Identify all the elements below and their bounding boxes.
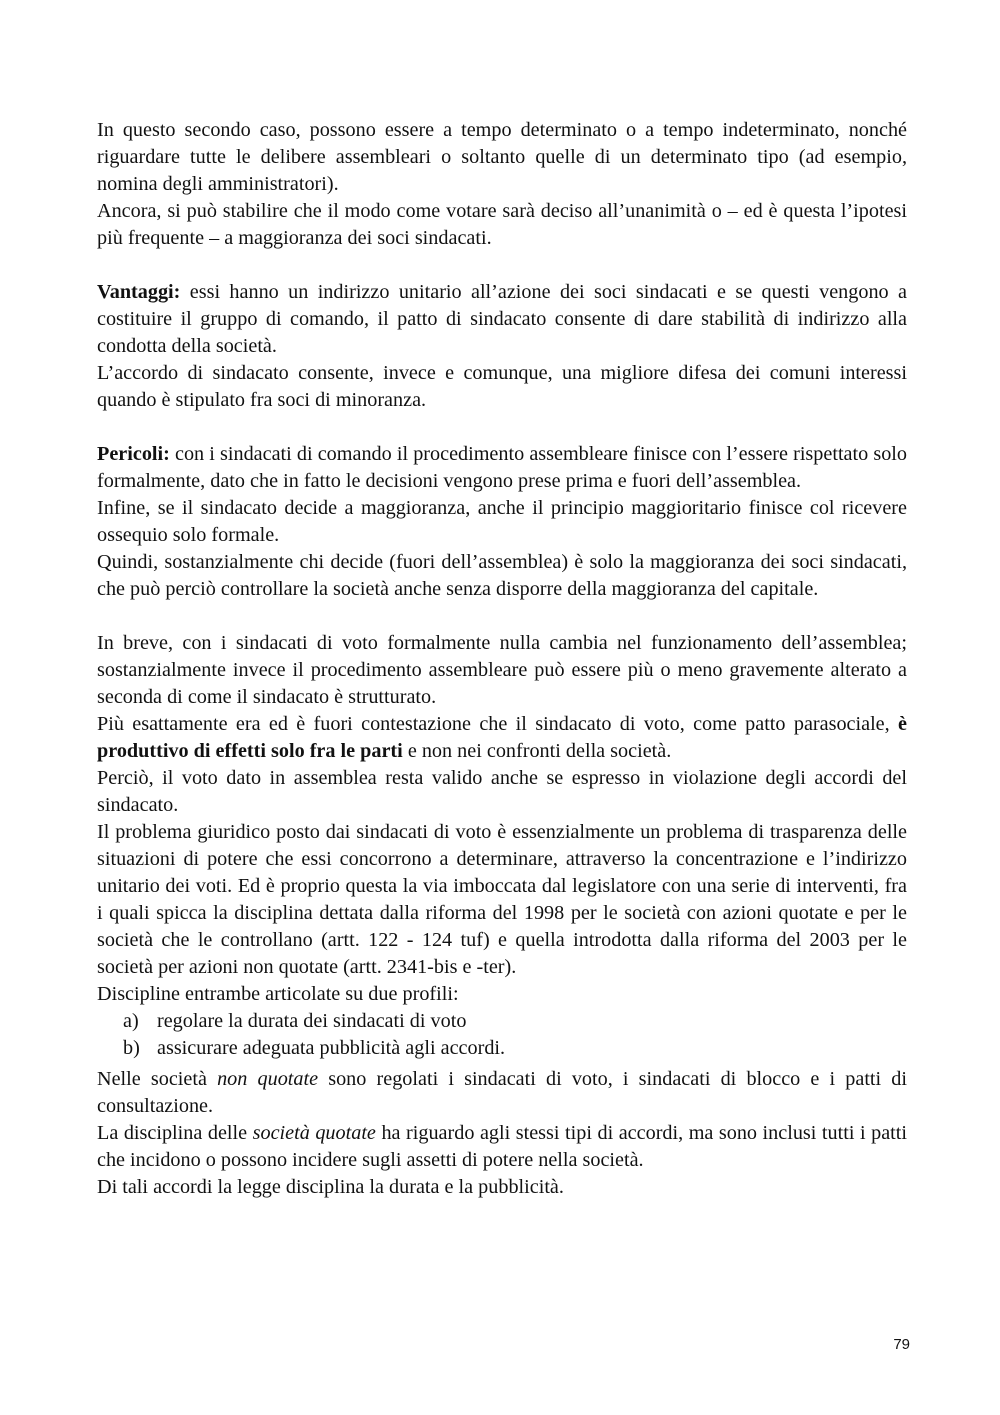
societa-quotate-emphasis: società quotate bbox=[252, 1122, 376, 1144]
paragraph-spacer bbox=[97, 252, 907, 279]
paragraph-in-breve: In breve, con i sindacati di voto formalmente nulla cambia nel funzionamento dell’assemblea; sostanzialmente invece il procedimento assembleare può essere più o meno gravemente alterato a seconda di come il sindacato è strutturato. bbox=[97, 632, 907, 708]
profili-list bbox=[97, 1008, 907, 1062]
paragraph-piu-esattamente bbox=[97, 711, 907, 765]
list-item bbox=[97, 1008, 907, 1035]
paragraph-vantaggi bbox=[97, 279, 907, 360]
paragraph-ancora: Ancora, si può stabilire che il modo come votare sarà deciso all’unanimità o – ed è questa l’ipotesi più frequente – a maggioranza dei soci sindacati. bbox=[97, 200, 907, 249]
produttivo-effetti-emphasis: è produttivo di effetti solo fra le parti bbox=[97, 713, 907, 762]
document-body bbox=[97, 117, 907, 1201]
pericoli-text: con i sindacati di comando il procedimento assembleare finisce con l’essere rispettato solo formalmente, dato che in fatto le decisioni vengono prese prima e fuori dell’assemblea. bbox=[97, 443, 907, 492]
paragraph-problema-giuridico: Il problema giuridico posto dai sindacati di voto è essenzialmente un problema di trasparenza delle situazioni di potere che essi concorrono a determinare, attraverso la concentrazione e l’indirizzo unitario dei voti. Ed è proprio questa la via imboccata dal legislatore con una serie di interventi, fra i quali spicca la disciplina dettata dalla riforma del 1998 per le società con azioni quotate e per le società che le controllano (artt. 122 - 124 tuf) e quella introdotta dalla riforma del 2003 per le società per azioni non quotate (artt. 2341-bis e -ter). bbox=[97, 821, 907, 978]
paragraph-percio: Perciò, il voto dato in assemblea resta valido anche se espresso in violazione degli accordi del sindacato. bbox=[97, 767, 907, 816]
quotate-text-end: ha riguardo agli stessi tipi di accordi, ma sono inclusi tutti i patti che incidono o possono incidere sugli assetti di potere nella società. bbox=[97, 1122, 908, 1171]
paragraph-accordo-sindacato: L’accordo di sindacato consente, invece e comunque, una migliore difesa dei comuni interessi quando è stipulato fra soci di minoranza. bbox=[97, 362, 907, 411]
list-item bbox=[97, 1035, 907, 1062]
paragraph-societa-quotate bbox=[97, 1120, 907, 1174]
list-item-text: regolare la durata dei sindacati di voto bbox=[157, 1010, 467, 1032]
vantaggi-text: essi hanno un indirizzo unitario all’azione dei soci sindacati e se questi vengono a costituire il gruppo di comando, il patto di sindacato consente di dare stabilità di indirizzo alla condotta della società. bbox=[97, 281, 907, 357]
paragraph-non-quotate bbox=[97, 1066, 907, 1120]
paragraph-discipline: Discipline entrambe articolate su due profili: bbox=[97, 983, 459, 1005]
pericoli-heading: Pericoli: bbox=[97, 443, 170, 465]
list-item-text: assicurare adeguata pubblicità agli accordi. bbox=[157, 1037, 506, 1059]
list-marker: b) bbox=[123, 1037, 140, 1059]
non-quotate-text-start: Nelle società bbox=[97, 1068, 218, 1090]
page-number: 79 bbox=[893, 1336, 910, 1353]
paragraph-tali-accordi: Di tali accordi la legge disciplina la durata e la pubblicità. bbox=[97, 1176, 564, 1198]
paragraph-spacer bbox=[97, 414, 907, 441]
paragraph-secondo-caso: In questo secondo caso, possono essere a tempo determinato o a tempo indeterminato, nonché riguardare tutte le delibere assembleari o soltanto quelle di un determinato tipo (ad esempio, nomina degli amministratori). bbox=[97, 119, 907, 195]
list-marker: a) bbox=[123, 1010, 139, 1032]
quotate-text-start: La disciplina delle bbox=[97, 1122, 253, 1144]
vantaggi-heading: Vantaggi: bbox=[97, 281, 181, 303]
paragraph-infine: Infine, se il sindacato decide a maggioranza, anche il principio maggioritario finisce col ricevere ossequio solo formale. bbox=[97, 497, 907, 546]
piu-esattamente-text-start: Più esattamente era ed è fuori contestazione che il sindacato di voto, come patto parasociale, bbox=[97, 713, 899, 735]
piu-esattamente-text-end: e non nei confronti della società. bbox=[402, 740, 672, 762]
paragraph-spacer bbox=[97, 603, 907, 630]
paragraph-quindi: Quindi, sostanzialmente chi decide (fuori dell’assemblea) è solo la maggioranza dei soci sindacati, che può perciò controllare la società anche senza disporre della maggioranza del capitale. bbox=[97, 551, 907, 600]
non-quotate-emphasis: non quotate bbox=[217, 1068, 319, 1090]
non-quotate-text-end: sono regolati i sindacati di voto, i sindacati di blocco e i patti di consultazione. bbox=[97, 1068, 908, 1117]
paragraph-pericoli bbox=[97, 441, 907, 495]
